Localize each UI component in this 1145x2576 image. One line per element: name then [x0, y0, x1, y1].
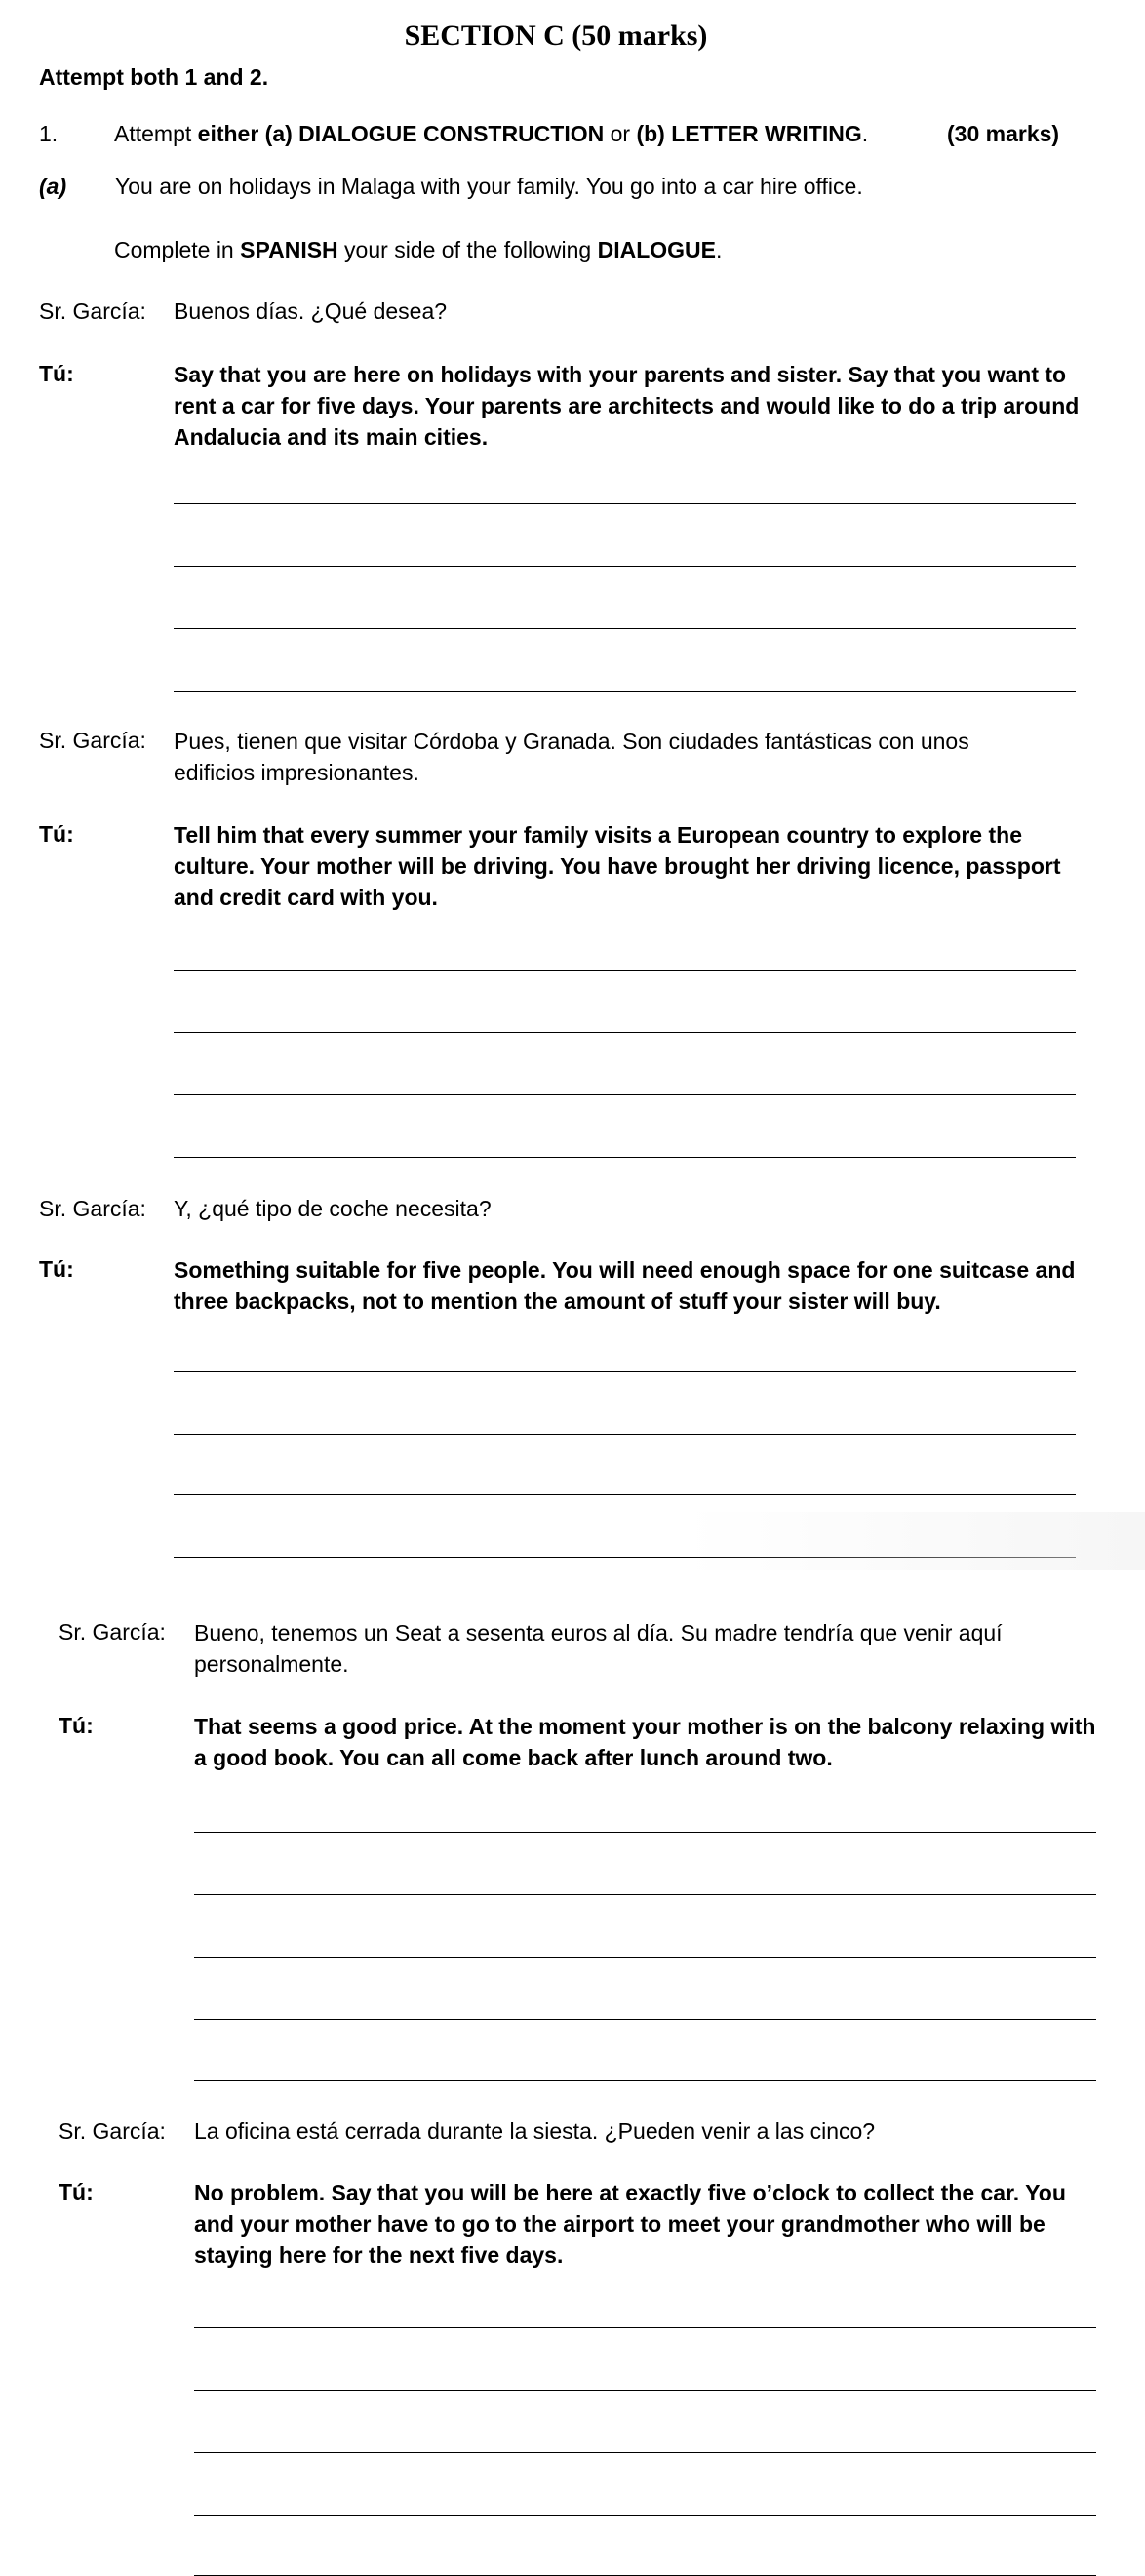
answer-line[interactable]: [174, 970, 1076, 971]
answer-line[interactable]: [194, 2390, 1096, 2391]
tu-prompt: Something suitable for five people. You will need enough space for one suitcase and three backpacks, not to mention the amount of stuff your sister will buy.: [174, 1257, 1076, 1314]
speaker-tu: Tú:: [39, 821, 74, 847]
answer-line[interactable]: [194, 1894, 1096, 1895]
tu-prompt: Tell him that every summer your family visits a European country to explore the culture. Your mother will be driving. You have brought her driving licence, passport and credit card with you.: [174, 822, 1061, 910]
answer-line[interactable]: [174, 691, 1076, 692]
part-a-scenario: You are on holidays in Malaga with your family. You go into a car hire office.: [115, 174, 863, 199]
tu-prompt: That seems a good price. At the moment your mother is on the balcony relaxing with a good book. You can all come back after lunch around two.: [194, 1714, 1096, 1770]
answer-line[interactable]: [194, 2515, 1096, 2516]
answer-line[interactable]: [194, 2327, 1096, 2328]
tu-prompt: Say that you are here on holidays with your parents and sister. Say that you want to rent a car for five days. Your parents are architects and would like to do a trip around Andalucia and its main cities.: [174, 362, 1080, 450]
section-title: SECTION C (50 marks): [404, 20, 708, 52]
part-a-label: (a): [39, 174, 67, 199]
question-marks: (30 marks): [947, 121, 1060, 146]
answer-line[interactable]: [174, 628, 1076, 629]
instr-dialogue: DIALOGUE: [597, 237, 716, 262]
tu-prompt: No problem. Say that you will be here at exactly five o’clock to collect the car. You and your mother have to go to the airport to meet your grandmother who will be staying here for the next five days.: [194, 2180, 1066, 2268]
speaker-garcia: Sr. García:: [39, 1196, 146, 1221]
scan-shadow: [683, 1512, 1145, 1570]
speaker-tu: Tú:: [59, 2179, 94, 2204]
answer-line[interactable]: [174, 503, 1076, 504]
answer-line[interactable]: [174, 1157, 1076, 1158]
speaker-tu: Tú:: [39, 1256, 74, 1282]
intro-text: Attempt: [114, 121, 198, 146]
garcia-line: Buenos días. ¿Qué desea?: [174, 298, 448, 324]
answer-line[interactable]: [174, 1434, 1076, 1435]
garcia-line: Y, ¿qué tipo de coche necesita?: [174, 1196, 492, 1221]
answer-line[interactable]: [194, 2019, 1096, 2020]
answer-line[interactable]: [194, 2452, 1096, 2453]
garcia-line: La oficina está cerrada durante la siesta. ¿Pueden venir a las cinco?: [194, 2119, 876, 2144]
intro-text-or: or: [604, 121, 637, 146]
answer-line[interactable]: [174, 1094, 1076, 1095]
question-intro: [114, 121, 868, 147]
instr-text-end: .: [716, 237, 723, 262]
speaker-garcia: Sr. García:: [59, 2119, 166, 2144]
intro-option-a: either (a) DIALOGUE CONSTRUCTION: [197, 121, 605, 146]
garcia-line: Bueno, tenemos un Seat a sesenta euros al día. Su madre tendría que venir aquí personalmente.: [194, 1620, 1003, 1677]
answer-line[interactable]: [174, 1494, 1076, 1495]
answer-line[interactable]: [194, 1832, 1096, 1833]
answer-line[interactable]: [174, 1371, 1076, 1372]
garcia-line: Pues, tienen que visitar Córdoba y Granada. Son ciudades fantásticas con unos edificios impresionantes.: [174, 729, 969, 785]
answer-line[interactable]: [194, 1957, 1096, 1958]
instr-language: SPANISH: [240, 237, 338, 262]
answer-line[interactable]: [174, 566, 1076, 567]
speaker-tu: Tú:: [59, 1713, 94, 1738]
speaker-tu: Tú:: [39, 361, 74, 386]
answer-line[interactable]: [194, 2080, 1096, 2081]
speaker-garcia: Sr. García:: [39, 728, 146, 753]
question-number: 1.: [39, 121, 59, 146]
intro-text-end: .: [861, 121, 869, 146]
attempt-instruction: Attempt both 1 and 2.: [39, 64, 269, 90]
speaker-garcia: Sr. García:: [59, 1619, 166, 1645]
part-a-instruction: [114, 237, 722, 263]
answer-line[interactable]: [174, 1032, 1076, 1033]
instr-text: Complete in: [114, 237, 241, 262]
intro-option-b: (b) LETTER WRITING: [636, 121, 862, 146]
instr-text-mid: your side of the following: [337, 237, 598, 262]
speaker-garcia: Sr. García:: [39, 298, 146, 324]
